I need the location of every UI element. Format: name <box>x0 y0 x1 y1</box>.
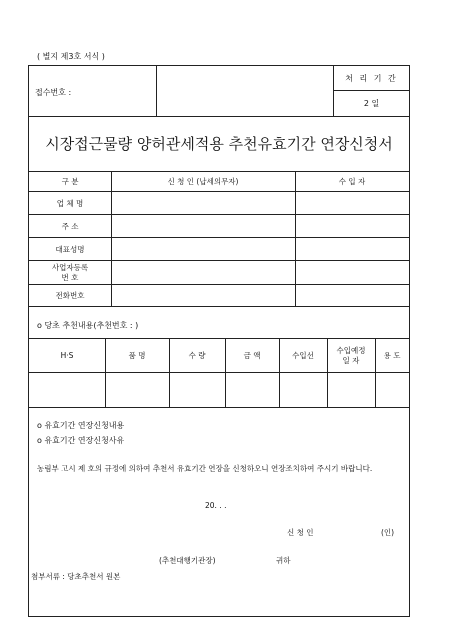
table-row <box>29 261 409 285</box>
importer-representative-field[interactable] <box>296 238 409 260</box>
form-header <box>29 66 409 117</box>
applicant-table <box>29 172 409 307</box>
quantity-header: 수 량 <box>188 351 206 360</box>
company-name-label: 업 체 명 <box>56 198 84 208</box>
form-title: 시장접근물량 양허관세적용 추천유효기간 연장신청서 <box>29 117 409 172</box>
items-table <box>29 338 409 408</box>
applicant-header: 신 청 인 (납세의무자) <box>167 177 239 186</box>
table-row <box>29 238 409 261</box>
honorific: 귀하 <box>276 556 291 565</box>
phone-label: 전화번호 <box>55 291 85 300</box>
representative-label: 대표성명 <box>55 244 85 254</box>
processing-period-label: 처 리 기 간 <box>334 66 409 91</box>
seal-mark: (인) <box>381 528 395 537</box>
addressee: (추천대행기관장) <box>159 556 216 565</box>
table-row <box>29 285 409 307</box>
importer-address-field[interactable] <box>296 215 409 237</box>
company-name-field[interactable] <box>112 192 295 214</box>
item-name-header: 품 명 <box>128 351 146 360</box>
amount-header: 금 액 <box>243 351 261 360</box>
importer-phone-field[interactable] <box>296 285 409 306</box>
address-field[interactable] <box>112 215 295 237</box>
importer-business-reg-field[interactable] <box>296 261 409 284</box>
phone-field[interactable] <box>112 285 295 306</box>
address-label: 주 소 <box>61 221 79 231</box>
usage-header: 용 도 <box>383 351 401 360</box>
representative-field[interactable] <box>112 238 295 260</box>
extension-reason-label: o 유효기간 연장신청사유 <box>37 436 125 445</box>
table-row[interactable] <box>29 373 409 407</box>
category-header: 구 분 <box>61 177 79 186</box>
receipt-box <box>29 66 157 117</box>
business-reg-field[interactable] <box>112 261 295 284</box>
table-row <box>29 192 409 215</box>
applicant-signature-label: 신 청 인 <box>287 528 314 537</box>
hs-header: H·S <box>60 351 74 360</box>
processing-period-box <box>333 66 409 117</box>
processing-days: 2 일 <box>363 99 380 108</box>
original-recommendation-label: o 당초 추천내용(추천번호 : ) <box>37 321 139 330</box>
items-header-row <box>29 339 409 373</box>
applicant-header-row <box>29 172 409 192</box>
business-reg-label: 사업자등록 번 호 <box>51 262 89 282</box>
attachments-note: 첨부서류 : 당초추천서 원본 <box>31 572 121 581</box>
form-number: ( 별지 제3호 서식 ) <box>37 52 105 61</box>
receipt-number-label: 접수번호 : <box>35 88 72 97</box>
application-date: 20. . . <box>205 501 227 510</box>
table-row <box>29 215 409 238</box>
import-source-header: 수입선 <box>292 351 314 360</box>
importer-company-name-field[interactable] <box>296 192 409 214</box>
extension-content-label: o 유효기간 연장신청내용 <box>37 421 125 430</box>
application-form <box>28 65 410 617</box>
importer-header: 수 입 자 <box>338 177 366 186</box>
import-date-header: 수입예정 일 자 <box>336 346 366 365</box>
request-statement: 농림부 고시 제 호의 규정에 의하여 추천서 유효기간 연장을 신청하오니 연장조치하여 주시기 바랍니다. <box>37 464 373 473</box>
